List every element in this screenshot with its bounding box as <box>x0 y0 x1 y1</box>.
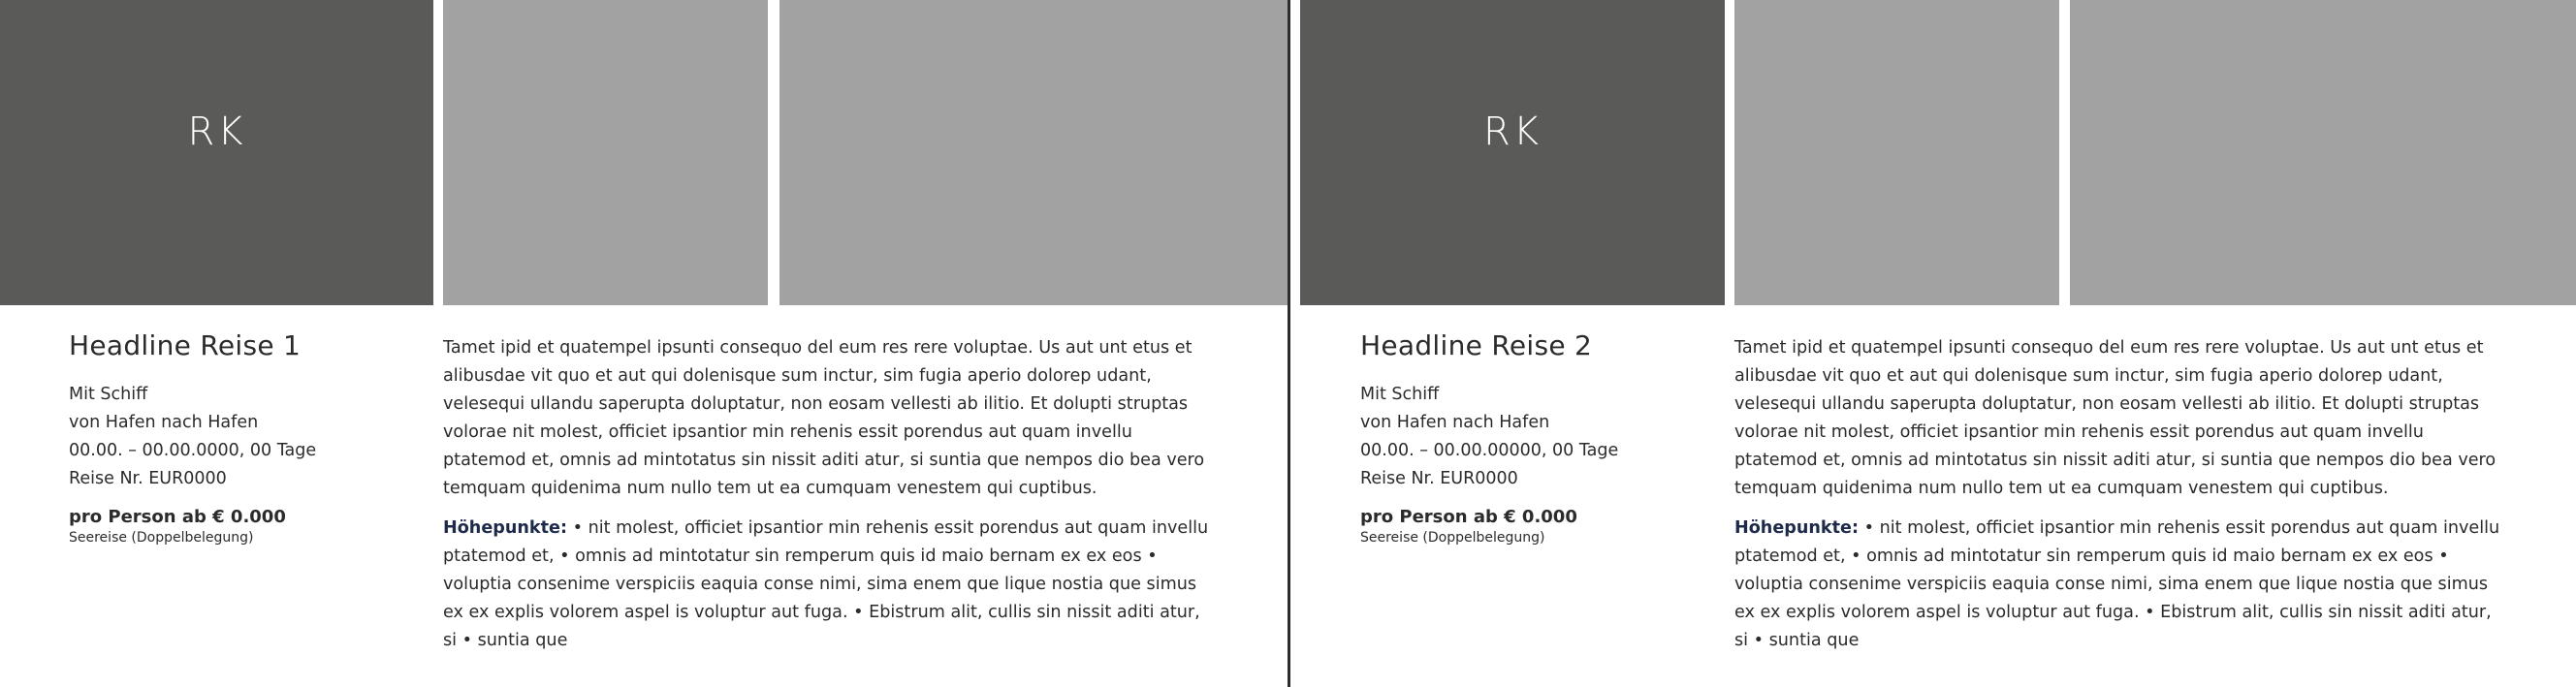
trip-description-block <box>443 334 1209 655</box>
highlights-label: Höhepunkte: <box>1734 518 1859 538</box>
route-line: von Hafen nach Hafen <box>69 413 259 432</box>
trip-description-block <box>1734 334 2500 655</box>
trip-info <box>69 329 418 546</box>
highlights-text: • nit molest, officiet ipsantior min rehenis essit porendus aut quam invellu ptatemod et, • omnis ad mintotatur sin remperum quis id maio bernam ex ex eos • voluptia consenime verspiciis eaquia conse nimi, sima enem que lique nostia que simus ex ex explis volorem aspel is voluptur aut fuga. • Ebistrum alit, cullis sin nissit aditi atur, si • suntia que <box>443 518 1209 650</box>
image-placeholder-1 <box>1734 0 2059 305</box>
price: pro Person ab € 0.000 <box>69 507 286 527</box>
highlights <box>443 515 1209 655</box>
trip-number: Reise Nr. EUR0000 <box>69 469 227 488</box>
image-placeholder-2 <box>2070 0 2576 305</box>
price: pro Person ab € 0.000 <box>1360 507 1577 527</box>
route-line: von Hafen nach Hafen <box>1360 413 1550 432</box>
ship-line: Mit Schiff <box>69 385 148 404</box>
highlights <box>1734 515 2500 655</box>
trip-headline: Headline Reise 2 <box>1360 329 1593 361</box>
hero-image-logo <box>0 0 433 305</box>
price-note: Seereise (Doppelbelegung) <box>69 530 254 546</box>
brand-logo: RK <box>187 109 246 154</box>
trip-headline: Headline Reise 1 <box>69 329 302 361</box>
hero-image-logo <box>1300 0 1725 305</box>
trip-info <box>1360 329 1709 546</box>
dates-line: 00.00. – 00.00.00000, 00 Tage <box>1360 441 1619 460</box>
trip-description: Tamet ipid et quatempel ipsunti consequo del eum res rere voluptae. Us aut unt etus et alibusdae vit quo et aut qui dolenisque sum inctur, sim fugia aperio dolorep udant, velesequi ullandu saperupta doluptatur, non eosam vellesti ab ilitio. Et dolupti struptas volorae nit molest, officiet ipsantior min rehenis essit porendus aut quam invellu ptatemod et, omnis ad mintotatus sin nissit aditi atur, si suntia que nempos dio bea vero temquam quidenima num nullo tem ut ea cumquam venestem qui cuptibus. <box>1734 338 2496 498</box>
dates-line: 00.00. – 00.00.0000, 00 Tage <box>69 441 317 460</box>
ship-line: Mit Schiff <box>1360 385 1440 404</box>
brand-logo: RK <box>1482 109 1542 154</box>
highlights-text: • nit molest, officiet ipsantior min rehenis essit porendus aut quam invellu ptatemod et, • omnis ad mintotatur sin remperum quis id maio bernam ex ex eos • voluptia consenime verspiciis eaquia conse nimi, sima enem que lique nostia que simus ex ex explis volorem aspel is voluptur aut fuga. • Ebistrum alit, cullis sin nissit aditi atur, si • suntia que <box>1734 518 2500 650</box>
trip-number: Reise Nr. EUR0000 <box>1360 469 1518 488</box>
offer-panel-2 <box>1300 0 2576 687</box>
image-placeholder-1 <box>443 0 768 305</box>
trip-description: Tamet ipid et quatempel ipsunti consequo del eum res rere voluptae. Us aut unt etus et alibusdae vit quo et aut qui dolenisque sum inctur, sim fugia aperio dolorep udant, velesequi ullandu saperupta doluptatur, non eosam vellesti ab ilitio. Et dolupti struptas volorae nit molest, officiet ipsantior min rehenis essit porendus aut quam invellu ptatemod et, omnis ad mintotatus sin nissit aditi atur, si suntia que nempos dio bea vero temquam quidenima num nullo tem ut ea cumquam venestem qui cuptibus. <box>443 338 1205 498</box>
price-note: Seereise (Doppelbelegung) <box>1360 530 1545 546</box>
image-placeholder-2 <box>779 0 1288 305</box>
panel-divider <box>1288 0 1290 687</box>
highlights-label: Höhepunkte: <box>443 518 567 538</box>
